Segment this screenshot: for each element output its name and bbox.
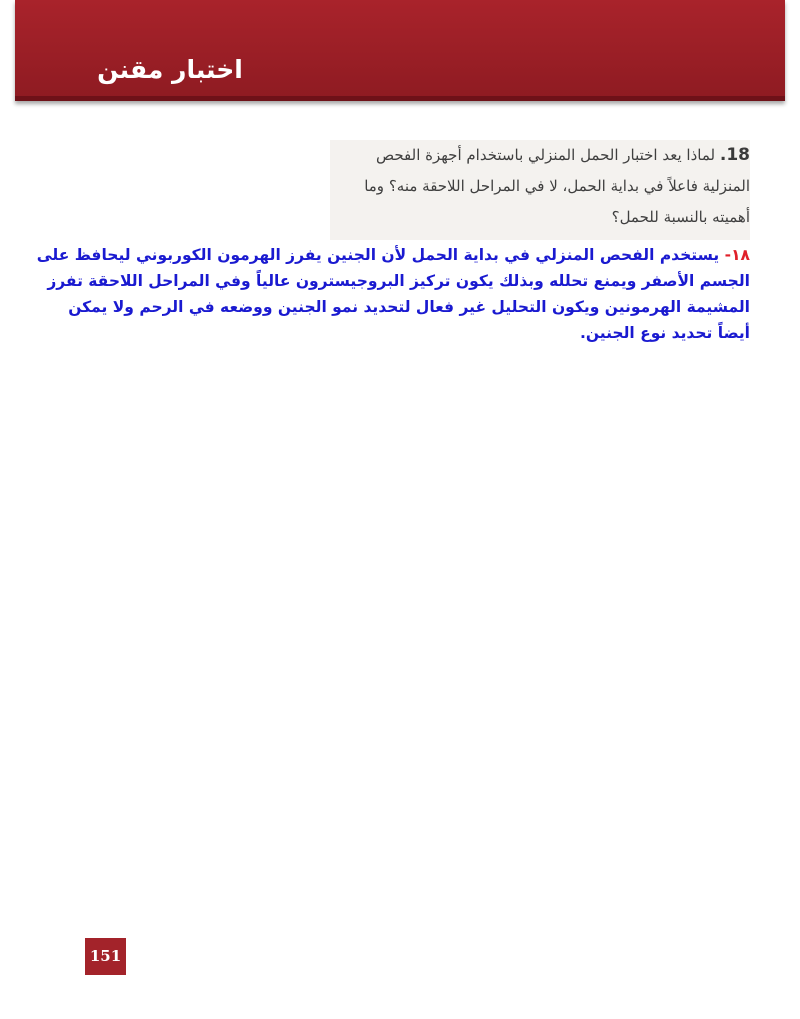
question-text: لماذا يعد اختبار الحمل المنزلي باستخدام أجهزة الفحص المنزلية فاعلاً في بداية الحمل، لا في المراحل اللاحقة منه؟ وما أهميته بالنسبة للحمل؟ [364,146,750,226]
question-block [345,140,750,233]
answer-block [36,242,750,346]
page-number: 151 [89,947,122,965]
answer-number: ١٨- [724,246,750,264]
question-number: 18. [719,145,750,165]
answer-text: يستخدم الفحص المنزلي في بداية الحمل لأن الجنين يفرز الهرمون الكوربوني ليحافظ على الجسم الأصفر ويمنع تحلله وبذلك يكون تركيز البروجيسترون عالياً وفي المراحل اللاحقة تفرز المشيمة الهرمونين ويكون التحليل غير فعال لتحديد نمو الجنين ووضعه في الرحم ولا يمكن أيضاً تحديد نوع الجنين. [36,246,750,342]
section-title: اختبار مقنن [97,55,243,84]
